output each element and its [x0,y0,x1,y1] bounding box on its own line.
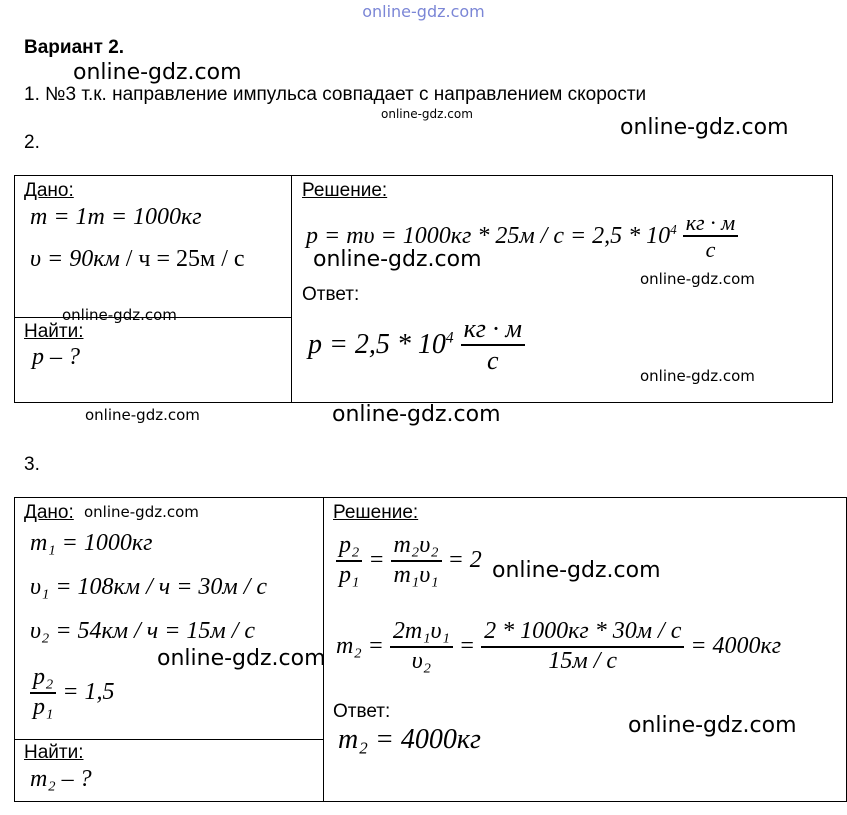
solution-equation-1: $\frac{\text{p₂}}{\text{p₁}}$ = $\frac{\text{m₂υ₂}}{\text{m₁υ₁}}$ = 2 [336,532,482,589]
answer-label: Ответ: [302,284,360,305]
given-mass: m = 1т = 1000кг [30,204,202,230]
given-velocity-2: υ₂ = 54км / ч = 15м / с [30,618,256,644]
watermark-top: online-gdz.com [362,2,485,21]
answer-label: Ответ: [333,701,391,722]
answer-1: 1. №3 т.к. направление импульса совпадает с направлением скорости [24,84,647,105]
given-label: Дано: [24,502,74,523]
watermark: online-gdz.com [85,406,200,424]
watermark: online-gdz.com [84,503,199,521]
watermark: online-gdz.com [73,60,242,85]
find-momentum: p – ? [32,344,80,370]
solution-label: Решение: [333,502,419,523]
task-2-number: 2. [24,132,40,153]
watermark: online-gdz.com [620,115,789,140]
watermark: online-gdz.com [640,367,755,385]
given-mass-1: m₁ = 1000кг [30,530,153,556]
find-label: Найти: [24,742,84,763]
solution-label: Решение: [302,180,388,201]
variant-title: Вариант 2. [24,37,125,58]
watermark: online-gdz.com [157,646,326,671]
given-label: Дано: [24,180,74,201]
given-velocity-1: υ₁ = 108км / ч = 30м / с [30,574,268,600]
answer-equation: $p = 2,5 * 10^4$ $\frac{кг \cdot м}{с}$ [308,314,525,376]
solution-equation: $p = m\upsilon = 1000кг * 25м / с = 2,5 * 10^4$ $\frac{кг \cdot м}{с}$ [306,210,738,263]
watermark: online-gdz.com [313,247,482,272]
find-label: Найти: [24,321,84,342]
watermark: online-gdz.com [332,402,501,427]
watermark: online-gdz.com [628,713,797,738]
watermark: online-gdz.com [381,107,473,121]
watermark: online-gdz.com [62,306,177,324]
given-velocity: υ = 90км / ч = 25м / с [30,246,245,272]
given-momentum-ratio: $\frac{\text{p₂}}{\text{p₁}}$ = 1,5 [30,664,115,721]
task-3-number: 3. [24,454,40,475]
answer-equation: m₂ = 4000кг [338,724,481,755]
find-mass-2: m₂ – ? [30,766,92,792]
watermark: online-gdz.com [640,270,755,288]
watermark: online-gdz.com [492,558,661,583]
solution-equation-2: m₂ = $\frac{\text{2m₁υ₁}}{\text{υ₂}}$ = $\frac{2 * 1000кг * 30м / с}{15м / с}$ = 4000кг [336,618,782,674]
